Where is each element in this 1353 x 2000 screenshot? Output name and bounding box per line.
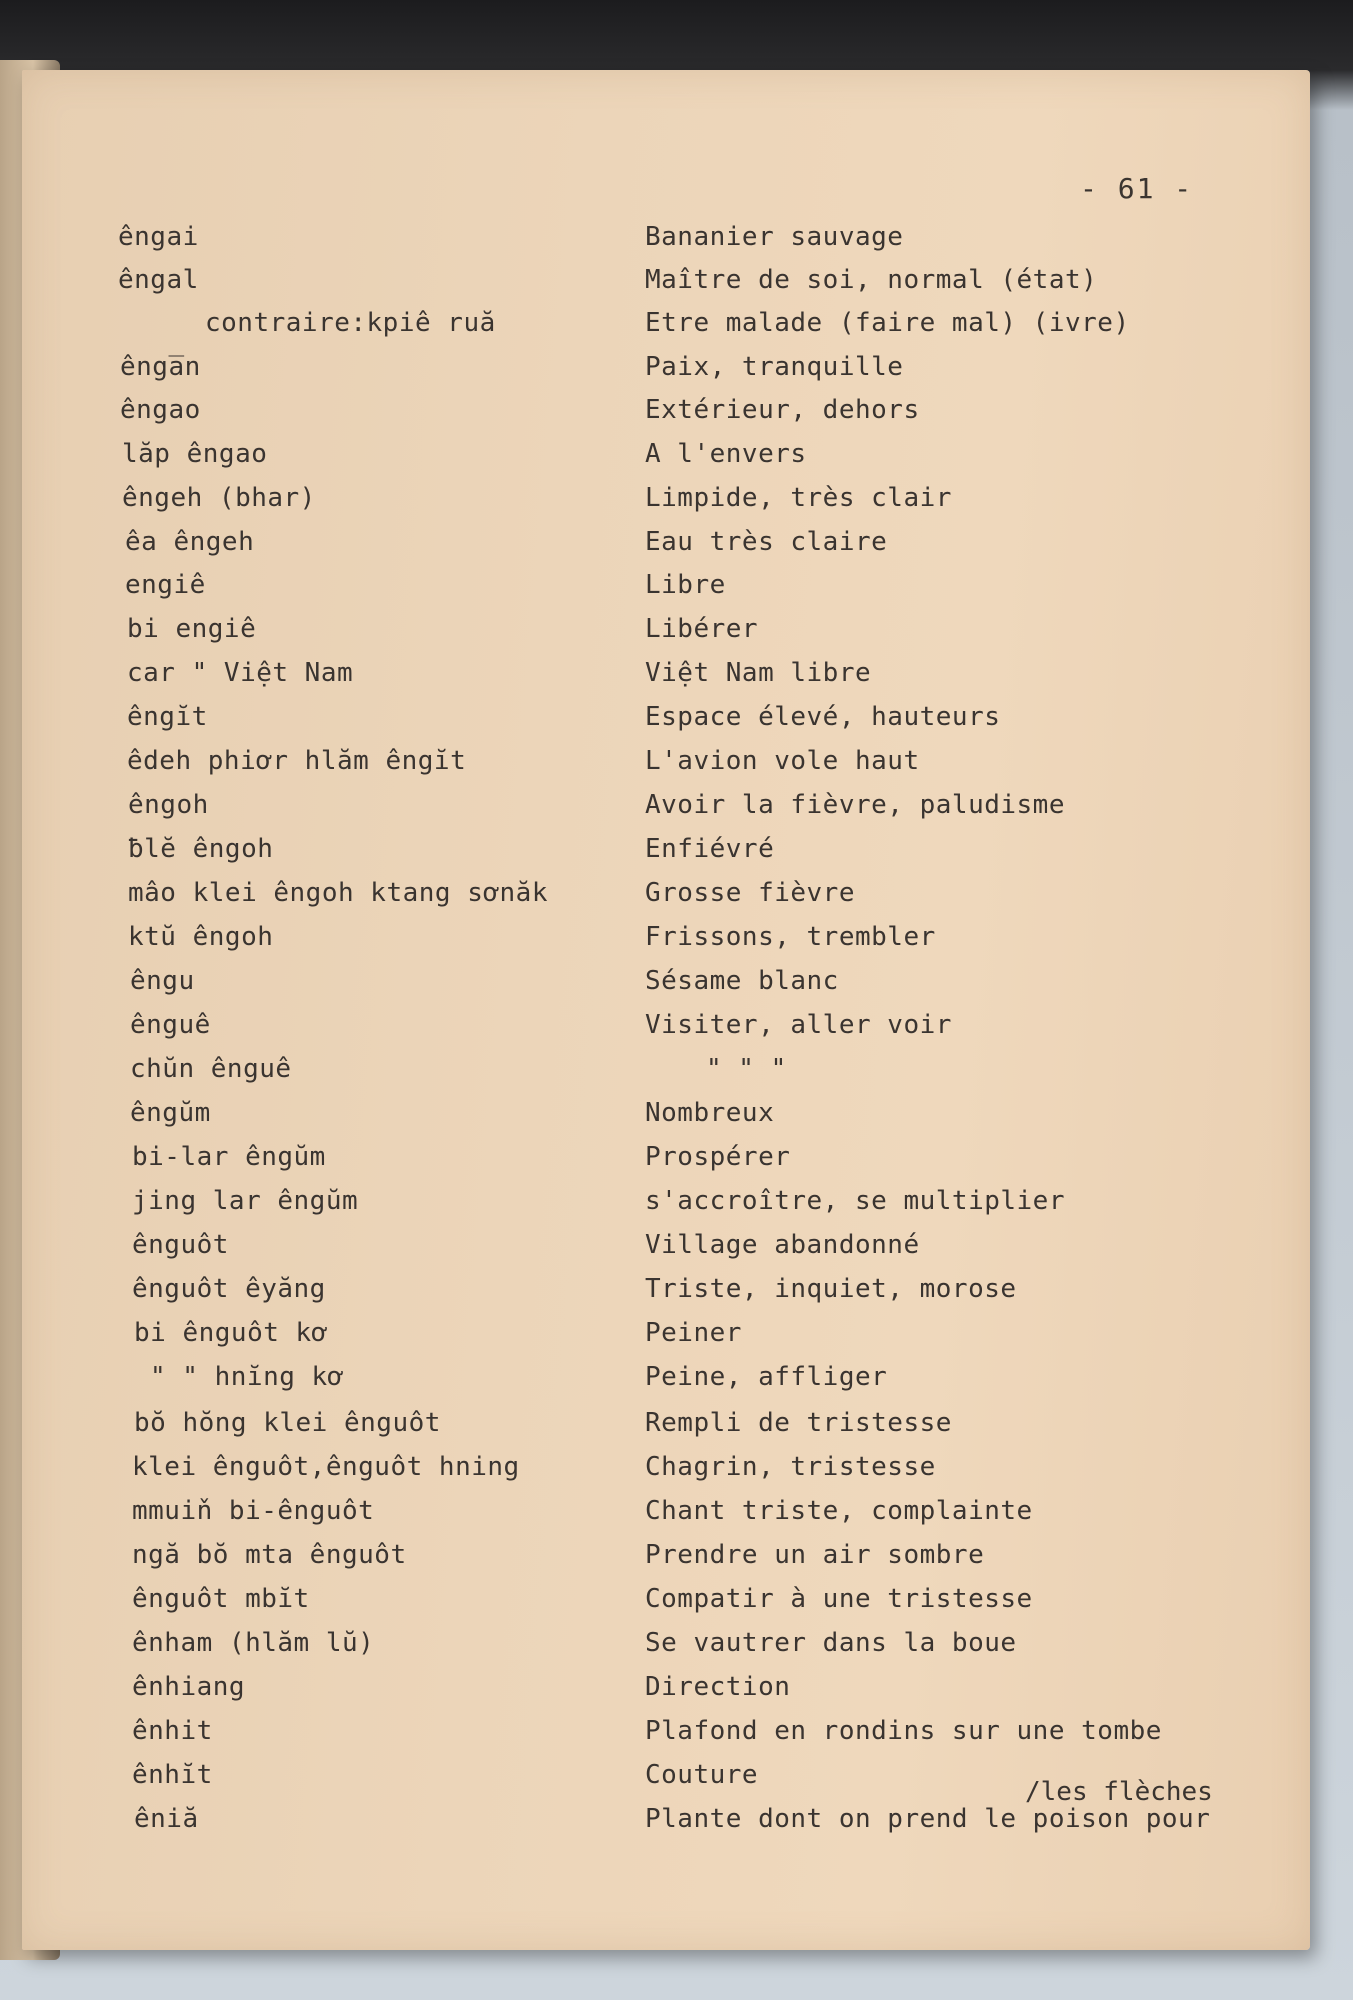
entry-row [0, 527, 1353, 567]
entry-row [0, 1716, 1353, 1756]
entry-definition: Grosse fièvre [645, 878, 855, 908]
entry-definition: Etre malade (faire mal) (ivre) [645, 308, 1130, 338]
entry-term: ênga̅n [120, 352, 201, 382]
entry-term: chŭn ênguê [130, 1054, 292, 1084]
entry-row [0, 966, 1353, 1006]
entry-term: êniă [134, 1804, 199, 1834]
entry-term: ƀlĕ êngoh [128, 834, 274, 864]
entry-row [0, 1142, 1353, 1182]
entry-definition: Paix, tranquille [645, 352, 904, 382]
entry-definition: Chant triste, complainte [645, 1496, 1033, 1526]
entry-definition: Extérieur, dehors [645, 395, 920, 425]
entry-definition: Prendre un air sombre [645, 1540, 985, 1570]
entry-term: jing lar êngŭm [132, 1186, 359, 1216]
entry-definition: Couture [645, 1760, 759, 1790]
entry-definition: Prospérer [645, 1142, 791, 1172]
entry-definition: Eau très claire [645, 527, 888, 557]
entry-row [0, 922, 1353, 962]
entry-term: ngă bŏ mta ênguôt [132, 1540, 407, 1570]
entry-definition: Peine, affliger [645, 1362, 888, 1392]
entry-definition: Libérer [645, 614, 759, 644]
entry-term: mmuiň bi-ênguôt [132, 1496, 375, 1526]
entry-term: lăp êngao [122, 439, 268, 469]
entry-row [0, 1408, 1353, 1448]
entry-row [0, 308, 1353, 348]
entry-term: êngao [120, 395, 201, 425]
entry-row [0, 1584, 1353, 1624]
entry-definition: Triste, inquiet, morose [645, 1274, 1017, 1304]
entry-row [0, 1628, 1353, 1668]
entry-term: bi engiê [127, 614, 257, 644]
entry-definition: Frissons, trembler [645, 922, 936, 952]
entry-row [0, 658, 1353, 698]
entry-definition: Libre [645, 570, 726, 600]
entry-term: mâo klei êngoh ktang sơnăk [128, 878, 548, 908]
entry-row [0, 483, 1353, 523]
entry-term: ênguê [130, 1010, 211, 1040]
entry-definition: Avoir la fièvre, paludisme [645, 790, 1065, 820]
entry-row [0, 395, 1353, 435]
entry-definition: A l'envers [645, 439, 807, 469]
entry-term: ênhiang [132, 1672, 246, 1702]
entry-row [0, 1804, 1353, 1844]
entry-row [0, 1672, 1353, 1712]
entry-definition: Compatir à une tristesse [645, 1584, 1033, 1614]
entry-definition: Việt Nam libre [645, 658, 872, 688]
entry-term: êa êngeh [125, 527, 255, 557]
entry-term: contraire:kpiê ruă [205, 308, 496, 338]
entry-definition: " " " [706, 1054, 787, 1084]
entry-term: " " hnĭng kơ [150, 1362, 344, 1392]
entry-term: êngoh [128, 790, 209, 820]
entry-term: ênhit [132, 1716, 213, 1746]
entry-term: bi-lar êngŭm [132, 1142, 326, 1172]
entry-row [0, 702, 1353, 742]
entry-term: ênguôt [132, 1230, 229, 1260]
entry-term: ktŭ êngoh [128, 922, 274, 952]
entry-definition: s'accroître, se multiplier [645, 1186, 1065, 1216]
entry-row [0, 878, 1353, 918]
entry-term: bi ênguôt kơ [134, 1318, 328, 1348]
entry-term: êngŭm [130, 1098, 211, 1128]
entry-row [0, 790, 1353, 830]
entry-row [0, 439, 1353, 479]
entry-row [0, 1186, 1353, 1226]
entry-definition: Maître de soi, normal (état) [645, 265, 1098, 295]
entry-row [0, 222, 1353, 262]
entry-definition: Chagrin, tristesse [645, 1452, 936, 1482]
entry-definition: Enfiévré [645, 834, 775, 864]
entry-row [0, 1362, 1353, 1402]
entry-term: engiê [125, 570, 206, 600]
entry-definition: L'avion vole haut [645, 746, 920, 776]
entry-term: êngu [130, 966, 195, 996]
entry-row [0, 1496, 1353, 1536]
entry-definition: Plante dont on prend le poison pour [645, 1804, 1211, 1834]
entry-row [0, 746, 1353, 786]
entry-definition: Direction [645, 1672, 791, 1702]
entry-term: êngeh (bhar) [122, 483, 316, 513]
entry-definition: Limpide, très clair [645, 483, 952, 513]
entry-term: ênhĭt [132, 1760, 213, 1790]
entry-row [0, 352, 1353, 392]
entry-term: ênguôt êyăng [132, 1274, 326, 1304]
entry-row [0, 1054, 1353, 1094]
entry-definition: Plafond en rondins sur une tombe [645, 1716, 1162, 1746]
entry-definition: Nombreux [645, 1098, 775, 1128]
entry-definition: Se vautrer dans la boue [645, 1628, 1017, 1658]
entry-term: ênga‌i [118, 222, 199, 252]
entry-term: bŏ hŏng klei ênguôt [134, 1408, 441, 1438]
entry-definition: Visiter, aller voir [645, 1010, 952, 1040]
entry-term: êngĭt [127, 702, 208, 732]
entry-term: êdeh phiơr hlăm êngĭt [127, 746, 467, 776]
entry-definition: Village abandonné [645, 1230, 920, 1260]
entry-term: ênham (hlăm lŭ) [132, 1628, 375, 1658]
entry-definition: Bananier sauvage [645, 222, 904, 252]
entry-row [0, 1098, 1353, 1138]
continuation-note: /les flèches [1025, 1777, 1213, 1807]
entry-row [0, 614, 1353, 654]
entry-definition: Espace élevé, hauteurs [645, 702, 1001, 732]
entry-row [0, 265, 1353, 305]
entry-row [0, 1274, 1353, 1314]
entry-term: êngal [118, 265, 199, 295]
entry-row [0, 1010, 1353, 1050]
page-number: - 61 - [1080, 172, 1194, 205]
entry-definition: Sésame blanc [645, 966, 839, 996]
entry-definition: Peiner [645, 1318, 742, 1348]
entry-term: klei ênguôt,ênguôt hning [132, 1452, 520, 1482]
entry-row [0, 1230, 1353, 1270]
entry-term: car " Việt Nam [127, 658, 354, 688]
entry-row [0, 1452, 1353, 1492]
entry-row [0, 1318, 1353, 1358]
entry-row [0, 570, 1353, 610]
entry-row [0, 1540, 1353, 1580]
entry-row [0, 834, 1353, 874]
entry-term: ênguôt mbĭt [132, 1584, 310, 1614]
entry-definition: Rempli de tristesse [645, 1408, 952, 1438]
